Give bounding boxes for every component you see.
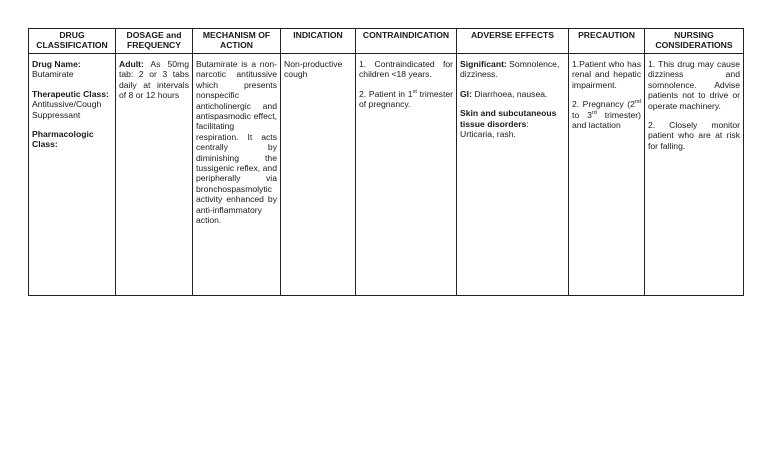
dosage-cell <box>116 54 193 296</box>
header-indication: INDICATION <box>281 29 356 54</box>
therapeutic-class-label: Therapeutic Class: <box>32 88 109 99</box>
adverse-gi: GI: Diarrhoea, nausea. <box>460 88 548 99</box>
precaution-cell <box>569 54 645 296</box>
indication-cell <box>281 54 356 296</box>
precaution-item-2: 2. Pregnancy (2nd to 3rd trimester) and lactation <box>572 99 641 131</box>
header-nursing-considerations: NURSING CONSIDERATIONS <box>645 29 744 54</box>
mechanism-text: Butamirate is a non-narcotic antitussive which presents nonspecific anticholinergic and antispasmodic effect, facilitating respiration. It acts centrally by diminishing the tussigenic reflex, and peripherally via bronchospasmolytic activity enhanced by anti-inflammatory action. <box>196 59 277 226</box>
adverse-significant: Significant: Somnolence, dizziness. <box>460 59 560 80</box>
table-row <box>29 54 744 296</box>
mechanism-cell <box>193 54 281 296</box>
header-mechanism: MECHANISM OF ACTION <box>193 29 281 54</box>
nursing-considerations-cell <box>645 54 744 296</box>
drug-study-table <box>28 28 744 296</box>
drug-classification-cell <box>29 54 116 296</box>
drug-name: Butamirate <box>32 69 74 80</box>
header-drug-classification: DRUG CLASSIFICATION <box>29 29 116 54</box>
header-contraindication: CONTRAINDICATION <box>356 29 457 54</box>
indication-text: Non-productive cough <box>284 59 343 80</box>
nursing-item-2: 2. Closely monitor patient who are at risk for falling. <box>648 120 740 151</box>
drug-name-label: Drug Name: <box>32 59 81 69</box>
header-dosage-frequency: DOSAGE and FREQUENCY <box>116 29 193 54</box>
nursing-item-1: 1. This drug may cause dizziness and somnolence. Advise patients not to drive or operate machinery. <box>648 59 740 111</box>
header-precaution: PRECAUTION <box>569 29 645 54</box>
contraindication-item-2: 2. Patient in 1st trimester of pregnancy. <box>359 88 453 110</box>
contraindication-cell <box>356 54 457 296</box>
dosage-label: Adult: <box>119 59 144 69</box>
adverse-effects-cell <box>457 54 569 296</box>
therapeutic-class: Antitussive/Cough Suppressant <box>32 99 102 120</box>
dosage-text: As 50mg tab: 2 or 3 tabs daily at intervals of 8 or 12 hours <box>119 59 189 101</box>
adverse-skin: Skin and subcutaneous tissue disorders: Urticaria, rash. <box>460 108 557 140</box>
header-row <box>29 29 744 54</box>
precaution-item-1: 1.Patient who has renal and hepatic impairment. <box>572 59 641 90</box>
header-adverse-effects: ADVERSE EFFECTS <box>457 29 569 54</box>
contraindication-item-1: 1. Contraindicated for children <18 years. <box>359 59 453 80</box>
pharmacologic-class-label: Pharmacologic Class: <box>32 129 94 150</box>
